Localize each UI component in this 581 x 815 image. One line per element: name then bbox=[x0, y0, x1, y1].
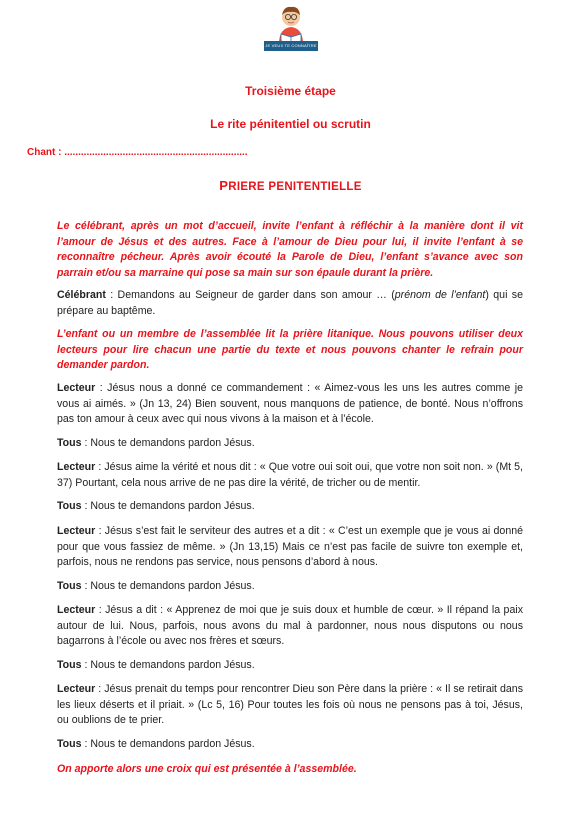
lecteur-label: Lecteur bbox=[57, 683, 96, 695]
logo-band: JE VEUX TE CONNAÎTRE bbox=[264, 41, 318, 51]
litany-instruction: L’enfant ou un membre de l’assemblée lit la prière litanique. Nous pouvons utiliser deux lecteurs pour lire chacun une partie du texte et nous pouvons chanter le refrain pour demander pardon. bbox=[57, 328, 523, 371]
response-text: : Nous te demandons pardon Jésus. bbox=[81, 580, 255, 592]
celebrant-text-before: : Demandons au Seigneur de garder dans son amour … ( bbox=[105, 289, 395, 301]
reading-text: : Jésus aime la vérité et nous dit : « Que votre oui soit oui, que votre non soit non. » (Mt 5, 37) Pourtant, cela nous arrive de ne pas dire la vérité, de tricher ou de mentir. bbox=[57, 461, 523, 489]
chant-line: Chant : .................................................................. bbox=[27, 147, 248, 158]
reading-2 bbox=[57, 460, 523, 491]
response-text: : Nous te demandons pardon Jésus. bbox=[81, 500, 255, 512]
lecteur-label: Lecteur bbox=[57, 382, 96, 394]
tous-label: Tous bbox=[57, 580, 82, 592]
celebrant-label: Célébrant bbox=[57, 289, 106, 301]
response-1 bbox=[57, 436, 523, 452]
reading-3 bbox=[57, 524, 523, 571]
reading-text: : Jésus prenait du temps pour rencontrer Dieu son Père dans la prière : « Il se retirait dans les lieux déserts et il priait. » (Lc 5, 16) Pour toutes les fois où nous ne pensons pas à toi, Jésus, ou oublions de te prier. bbox=[57, 683, 523, 726]
reading-5 bbox=[57, 682, 523, 729]
response-5 bbox=[57, 737, 523, 753]
logo bbox=[262, 4, 320, 52]
tous-label: Tous bbox=[57, 437, 82, 449]
reading-text: : Jésus a dit : « Apprenez de moi que je suis doux et humble de cœur. » Il répand la paix autour de lui. Nous, parfois, nous avons du mal à pardonner, nous nous disputons ou nous bagarrons à l’école ou avec nos frères et sœurs. bbox=[57, 604, 523, 647]
child-reading-icon bbox=[262, 4, 320, 44]
tous-label: Tous bbox=[57, 659, 82, 671]
prayer-heading-rest: RIERE PENITENTIELLE bbox=[228, 181, 362, 193]
response-3 bbox=[57, 579, 523, 595]
response-text: : Nous te demandons pardon Jésus. bbox=[81, 659, 255, 671]
celebrant-text-after: ) qui se prépare au baptême. bbox=[57, 289, 523, 317]
lecteur-label: Lecteur bbox=[57, 604, 96, 616]
intro-instruction: Le célébrant, après un mot d’accueil, invite l’enfant à réfléchir à la manière dont il vit l’amour de Jésus et des autres. Face à l’amour de Dieu pour lui, il invite l’enfant à se reconnaître pécheur. Après avoir écouté la Parole de Dieu, l’enfant s’avance avec son parrain et/ou sa marraine qui pose sa main sur son épaule durant la prière. bbox=[57, 220, 523, 279]
reading-text: : Jésus nous a donné ce commandement : « Aimez-vous les uns les autres comme je vous ai aimés. » (Jn 13, 24) Bien souvent, nous manquons de patience, de bonté. Nous n’offrons pas ton amour à ceux avec qui nous vivons à la maison et à l’école. bbox=[57, 382, 523, 425]
rite-title: Le rite pénitentiel ou scrutin bbox=[210, 117, 371, 131]
step-title: Troisième étape bbox=[245, 84, 336, 98]
celebrant-italic: prénom de l’enfant bbox=[394, 289, 486, 301]
reading-4 bbox=[57, 603, 523, 650]
reading-1 bbox=[57, 381, 523, 428]
lecteur-label: Lecteur bbox=[57, 525, 96, 537]
closing-instruction: On apporte alors une croix qui est présentée à l’assemblée. bbox=[57, 763, 357, 775]
response-text: : Nous te demandons pardon Jésus. bbox=[81, 738, 255, 750]
prayer-heading bbox=[0, 178, 581, 193]
response-text: : Nous te demandons pardon Jésus. bbox=[81, 437, 255, 449]
reading-text: : Jésus s’est fait le serviteur des autres et a dit : « C’est un exemple que je vous ai donné pour que vous fassiez de même. » (Jn 13,15) Mais ce n’est pas facile de suivre ton exemple et, parfois, nous ne rendons pas service, nous pensons d’abord à nous. bbox=[57, 525, 523, 568]
celebrant-line bbox=[57, 288, 523, 319]
tous-label: Tous bbox=[57, 500, 82, 512]
prayer-heading-initial: P bbox=[219, 178, 229, 193]
response-4 bbox=[57, 658, 523, 674]
tous-label: Tous bbox=[57, 738, 82, 750]
response-2 bbox=[57, 499, 523, 515]
lecteur-label: Lecteur bbox=[57, 461, 96, 473]
